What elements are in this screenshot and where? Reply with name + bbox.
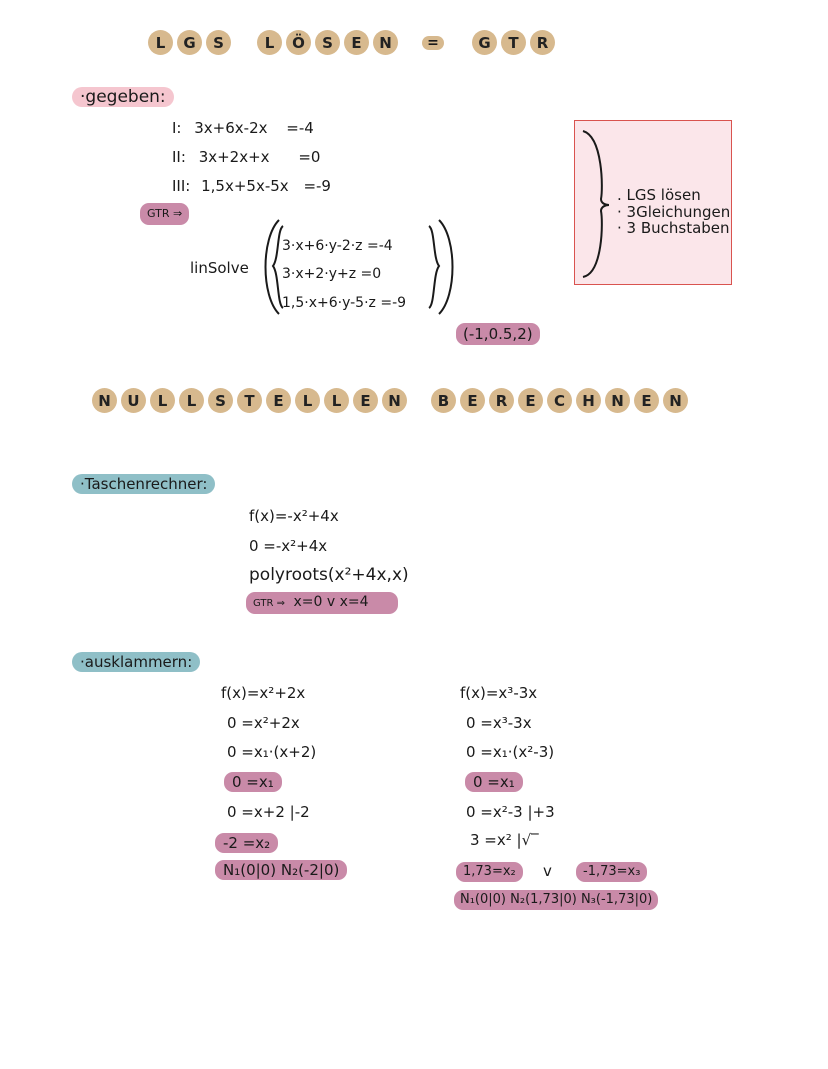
- title-bead: N: [605, 388, 630, 413]
- title-bead: R: [489, 388, 514, 413]
- title-bead: B: [431, 388, 456, 413]
- title-bead: L: [295, 388, 320, 413]
- title-lgs-loesen: [148, 30, 559, 55]
- note-line: . LGS lösen: [617, 186, 701, 204]
- note-box: [574, 120, 732, 285]
- eq-number: III:: [172, 177, 191, 195]
- eq-number: II:: [172, 148, 186, 166]
- factor-line: 1,73=x₂: [456, 862, 523, 882]
- title-nullstellen-berechnen: [92, 388, 692, 413]
- eq-lhs: 1,5x+5x-5x: [201, 177, 289, 195]
- eq-lhs: 3x+2x+x: [198, 148, 270, 166]
- or-symbol: v: [543, 862, 552, 880]
- system-row: 3·x+2·y+z =0: [282, 266, 382, 282]
- eq-lhs: 3x+6x-2x: [194, 119, 268, 137]
- system-row: 1,5·x+6·y-5·z =-9: [282, 295, 407, 311]
- calc-line: f(x)=-x²+4x: [249, 507, 339, 525]
- eq-number: I:: [172, 119, 182, 137]
- factor-line: 0 =x₁·(x+2): [227, 743, 317, 761]
- title-bead: N: [382, 388, 407, 413]
- title-bead: E: [344, 30, 369, 55]
- system-row: 3·x+6·y-2·z =-4: [282, 238, 393, 254]
- title-bead: R: [530, 30, 555, 55]
- calc-result-text: x=0 v x=4: [293, 594, 369, 610]
- section-label-taschenrechner: ·Taschenrechner:: [72, 474, 215, 494]
- right-paren-icon: [425, 218, 461, 316]
- calc-result: [246, 592, 398, 614]
- factor-line: -1,73=x₃: [576, 862, 647, 882]
- calc-line: polyroots(x²+4x,x): [249, 565, 409, 585]
- title-bead: L: [324, 388, 349, 413]
- title-bead: S: [206, 30, 231, 55]
- title-bead: L: [179, 388, 204, 413]
- gtr-prefix: GTR ⇒: [253, 598, 286, 609]
- left-paren-icon: [255, 218, 285, 316]
- calc-line: 0 =-x²+4x: [249, 537, 328, 555]
- gtr-badge: GTR ⇒: [140, 203, 189, 225]
- title-bead: L: [148, 30, 173, 55]
- title-bead: N: [92, 388, 117, 413]
- section-label-gegeben: ·gegeben:: [72, 87, 174, 107]
- equation-row: [172, 148, 320, 166]
- factor-line: 3 =x² |√‾: [470, 831, 539, 849]
- title-bead: L: [257, 30, 282, 55]
- title-bead: N: [373, 30, 398, 55]
- lgs-result: (-1,0.5,2): [456, 323, 540, 345]
- factor-line: 0 =x²-3 |+3: [466, 803, 555, 821]
- title-bead: Ö: [286, 30, 311, 55]
- title-bead: S: [208, 388, 233, 413]
- title-bead: L: [150, 388, 175, 413]
- linsolve-label: linSolve: [190, 259, 249, 277]
- eq-rhs: =-4: [286, 119, 314, 137]
- factor-line: 0 =x+2 |-2: [227, 803, 310, 821]
- note-line: · 3Gleichungen: [617, 203, 731, 221]
- factor-line: 0 =x²+2x: [227, 714, 300, 732]
- title-bead: N: [663, 388, 688, 413]
- factor-line: 0 =x₁: [224, 772, 282, 792]
- factor-line: 0 =x³-3x: [466, 714, 532, 732]
- title-bead: G: [177, 30, 202, 55]
- factor-line: f(x)=x³-3x: [460, 684, 538, 702]
- zero-points-left: N₁(0|0) N₂(-2|0): [215, 860, 347, 880]
- title-equals: =: [422, 36, 444, 50]
- title-bead: H: [576, 388, 601, 413]
- title-bead: T: [501, 30, 526, 55]
- title-bead: E: [634, 388, 659, 413]
- title-bead: G: [472, 30, 497, 55]
- equation-row: [172, 177, 331, 195]
- zero-points-right: N₁(0|0) N₂(1,73|0) N₃(-1,73|0): [454, 890, 658, 910]
- section-label-ausklammern: ·ausklammern:: [72, 652, 200, 672]
- factor-line: f(x)=x²+2x: [221, 684, 306, 702]
- eq-rhs: =-9: [303, 177, 331, 195]
- brace-icon: [577, 129, 613, 279]
- title-bead: E: [353, 388, 378, 413]
- eq-rhs: =0: [298, 148, 321, 166]
- title-bead: E: [518, 388, 543, 413]
- title-bead: T: [237, 388, 262, 413]
- title-bead: U: [121, 388, 146, 413]
- title-bead: S: [315, 30, 340, 55]
- note-line: · 3 Buchstaben: [617, 219, 730, 237]
- factor-line: -2 =x₂: [215, 833, 278, 853]
- factor-line: 0 =x₁: [465, 772, 523, 792]
- title-bead: E: [460, 388, 485, 413]
- title-bead: C: [547, 388, 572, 413]
- title-bead: E: [266, 388, 291, 413]
- equation-row: [172, 119, 314, 137]
- factor-line: 0 =x₁·(x²-3): [466, 743, 555, 761]
